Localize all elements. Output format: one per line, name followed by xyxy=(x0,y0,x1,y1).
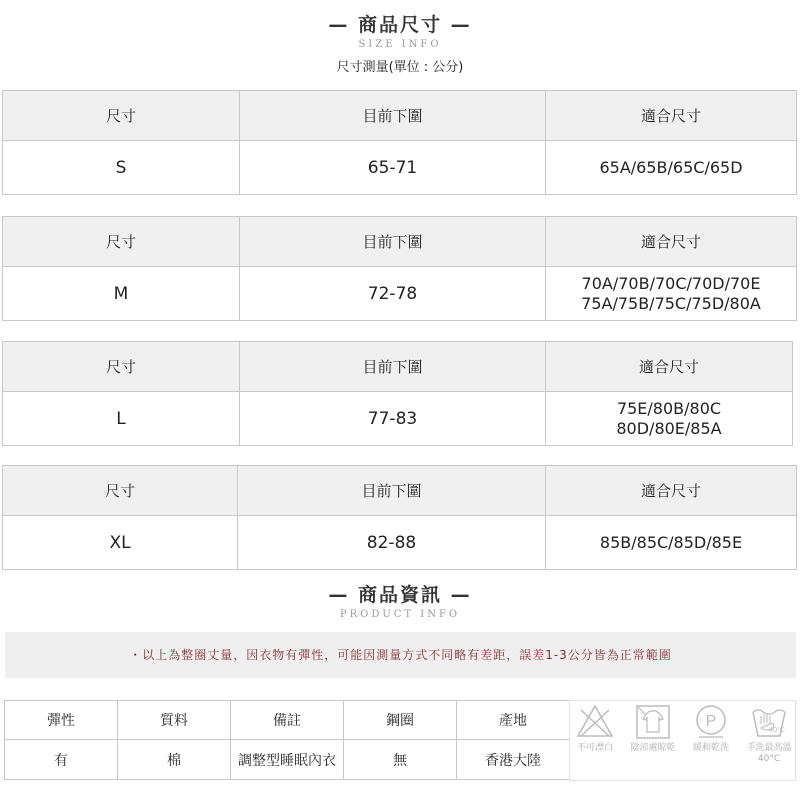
product-info-table xyxy=(4,700,570,780)
col-fit-header: 適合尺寸 xyxy=(546,91,797,141)
care-hand-wash xyxy=(741,702,797,765)
size-table-m xyxy=(2,216,797,321)
fit-value xyxy=(546,516,797,570)
size-table-s xyxy=(2,90,797,195)
col-underbust-header: 目前下圍 xyxy=(238,466,546,516)
underbust-value: 72-78 xyxy=(240,267,546,321)
fit-value xyxy=(546,267,797,321)
care-label: 緩和乾洗 xyxy=(692,743,729,753)
care-label: 不可漂白 xyxy=(576,743,613,753)
care-label: 陰涼處晾乾 xyxy=(630,743,676,753)
measurement-disclaimer: ・以上為整圈丈量，因衣物有彈性，可能因測量方式不同略有差距，誤差1-3公分皆為正常範圍 xyxy=(5,632,796,678)
size-value: M xyxy=(3,267,240,321)
gentle-dry-clean-icon xyxy=(691,702,731,740)
info-value-elasticity: 有 xyxy=(5,740,118,780)
col-size-header: 尺寸 xyxy=(3,466,238,516)
underbust-value: 77-83 xyxy=(240,392,546,446)
col-underbust-header: 目前下圍 xyxy=(240,217,546,267)
shade-dry-icon xyxy=(633,702,673,740)
size-value: L xyxy=(3,392,240,446)
product-info-header xyxy=(0,580,800,620)
col-underbust-header: 目前下圍 xyxy=(240,91,546,141)
info-value-origin: 香港大陸 xyxy=(457,740,570,780)
info-value-remarks: 調整型睡眠內衣 xyxy=(231,740,344,780)
col-fit-header: 適合尺寸 xyxy=(546,466,797,516)
fit-line-2: 80D/80E/85A xyxy=(616,418,722,438)
col-fit-header: 適合尺寸 xyxy=(546,217,797,267)
product-info-title: — 商品資訊 — xyxy=(328,584,472,606)
col-underbust-header: 目前下圍 xyxy=(240,342,546,392)
info-value-material: 棉 xyxy=(118,740,231,780)
product-info-subtitle: PRODUCT INFO xyxy=(339,609,461,620)
size-info-subtitle: SIZE INFO xyxy=(358,39,442,50)
fit-line-1: 65A/65B/65C/65D xyxy=(599,157,743,177)
size-info-header xyxy=(0,10,800,75)
hand-wash-icon xyxy=(749,702,789,740)
measurement-unit-note: 尺寸測量(單位 : 公分) xyxy=(336,60,464,75)
info-header-underwire: 鋼圈 xyxy=(344,701,457,740)
col-size-header: 尺寸 xyxy=(3,91,240,141)
col-fit-header: 適合尺寸 xyxy=(546,342,793,392)
fit-line-1: 70A/70B/70C/70D/70E xyxy=(581,273,761,293)
size-table-l xyxy=(2,341,793,446)
fit-value xyxy=(546,392,793,446)
fit-line-1: 85B/85C/85D/85E xyxy=(599,532,743,552)
info-value-underwire: 無 xyxy=(344,740,457,780)
fit-line-1: 75E/80B/80C xyxy=(616,398,722,418)
wash-temp-label: 40°C xyxy=(769,727,785,734)
care-gentle-dry-clean xyxy=(683,702,739,754)
info-header-elasticity: 彈性 xyxy=(5,701,118,740)
care-label xyxy=(741,743,797,765)
col-size-header: 尺寸 xyxy=(3,217,240,267)
size-value: S xyxy=(3,141,240,195)
dry-clean-symbol: P xyxy=(705,713,717,730)
no-bleach-icon xyxy=(575,702,615,740)
underbust-value: 65-71 xyxy=(240,141,546,195)
size-info-title: — 商品尺寸 — xyxy=(328,14,472,36)
size-table-xl xyxy=(2,465,797,570)
info-header-origin: 產地 xyxy=(457,701,570,740)
col-size-header: 尺寸 xyxy=(3,342,240,392)
care-label-line-2: 40°C xyxy=(757,754,781,764)
info-header-remarks: 備註 xyxy=(231,701,344,740)
care-label-line-1: 手洗最高溫 xyxy=(746,743,792,753)
fit-line-2: 75A/75B/75C/75D/80A xyxy=(581,293,761,313)
underbust-value: 82-88 xyxy=(238,516,546,570)
care-no-bleach xyxy=(567,702,623,754)
info-header-material: 質料 xyxy=(118,701,231,740)
care-shade-dry xyxy=(625,702,681,754)
size-value: XL xyxy=(3,516,238,570)
fit-value xyxy=(546,141,797,195)
